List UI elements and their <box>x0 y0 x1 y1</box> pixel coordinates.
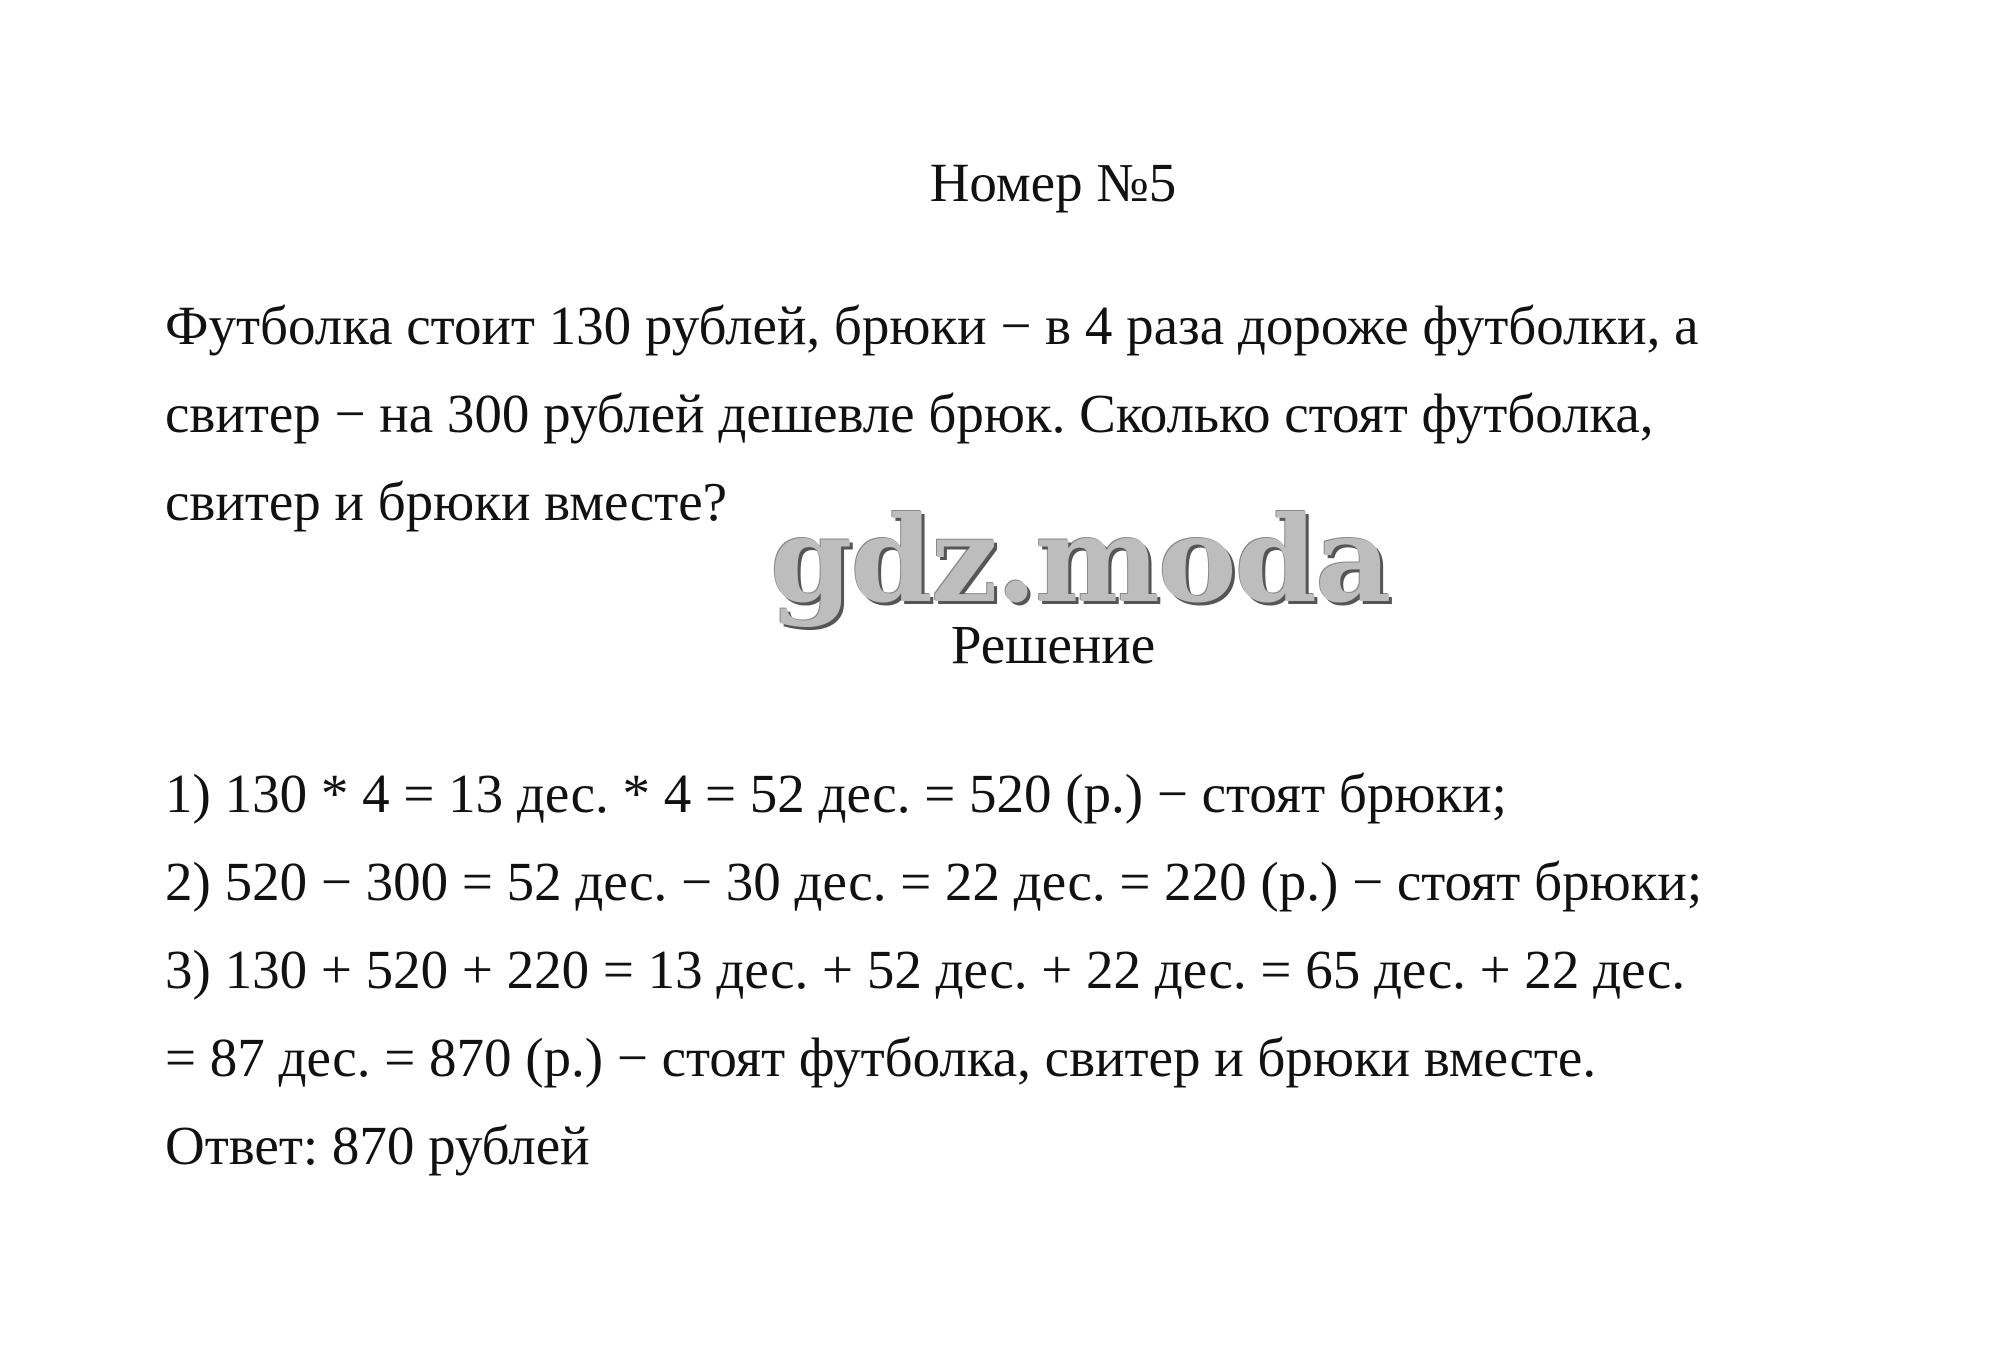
solution-line: 1) 130 * 4 = 13 дес. * 4 = 52 дес. = 520 (р.) − стоят брюки; <box>165 763 1507 824</box>
solution-heading: Решение <box>950 614 1156 675</box>
answer-line: Ответ: 870 рублей <box>165 1115 590 1176</box>
solution-line: = 87 дес. = 870 (р.) − стоят футболка, свитер и брюки вместе. <box>165 1027 1597 1088</box>
problem-line: свитер − на 300 рублей дешевле брюк. Сколько стоят футболка, <box>165 383 1654 444</box>
page-title: Номер №5 <box>929 152 1177 213</box>
solution-line: 3) 130 + 520 + 220 = 13 дес. + 52 дес. + 22 дес. = 65 дес. + 22 дес. <box>165 939 1686 1000</box>
solution-steps <box>165 750 1985 1102</box>
problem-line: свитер и брюки вместе? <box>165 471 728 532</box>
problem-line: Футболка стоит 130 рублей, брюки − в 4 раза дороже футболки, а <box>165 295 1699 356</box>
watermark-logo: gdz.moda <box>770 490 1390 629</box>
solution-line: 2) 520 − 300 = 52 дес. − 30 дес. = 22 дес. = 220 (р.) − стоят брюки; <box>165 851 1703 912</box>
